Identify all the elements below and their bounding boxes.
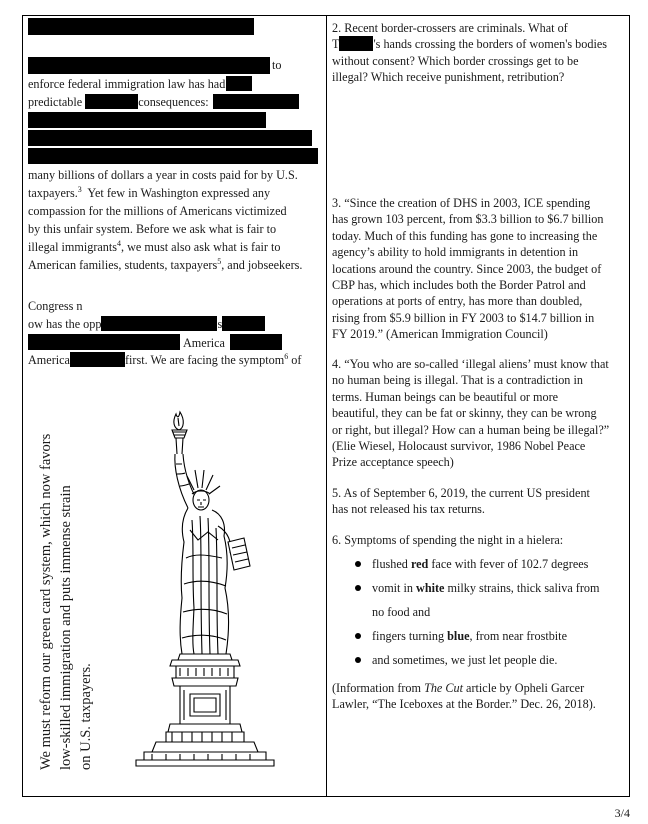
list-item-continuation: no food and xyxy=(372,605,431,619)
list-item: flushed red face with fever of 102.7 degrees xyxy=(332,552,624,576)
bullet-icon xyxy=(355,585,361,591)
footnote-4 xyxy=(332,356,624,471)
redaction-bar xyxy=(85,94,138,109)
bullet-icon xyxy=(355,657,361,663)
redaction-bar xyxy=(28,130,312,146)
footnote-line: locations around the country. Since 2003, the budget of xyxy=(332,261,602,276)
footnote-3 xyxy=(332,195,624,343)
list-item: fingers turning blue, from near frostbite xyxy=(332,624,624,648)
column-divider xyxy=(326,15,327,797)
footnote-line: 2. Recent border-crossers are criminals. What of xyxy=(332,21,568,35)
footnote-line: 6. Symptoms of spending the night in a hielera: xyxy=(332,533,564,547)
footnote-line: or right, but illegal? How can a human being be illegal?” xyxy=(332,422,610,437)
footnote-line: rising from $5.9 billion in FY 2003 to $14.7 billion in xyxy=(332,310,595,325)
caption-line: on U.S. taxpayers. xyxy=(78,663,94,770)
redaction-bar xyxy=(28,18,254,35)
redaction-bar xyxy=(213,94,299,109)
redaction-bar xyxy=(28,148,318,164)
citation-line: Lawler, “The Iceboxes at the Border.” Dec. 26, 2018). xyxy=(332,697,596,712)
footnote-line: beautiful, they can be fat or skinny, they can be wrong xyxy=(332,406,597,421)
bullet-icon xyxy=(355,561,361,567)
paragraph-line: by this unfair system. Before we ask what is fair to xyxy=(28,222,277,236)
footnote-2 xyxy=(332,20,624,86)
paragraph-line: American families, students, taxpayers$^5$, and jobseekers. xyxy=(28,256,303,272)
list-item: vomit in white milky strains, thick saliva from xyxy=(332,576,624,600)
footnote-line: agency’s ability to hold immigrants in detention in xyxy=(332,245,579,260)
footnote-line: 4. “You who are so-called ‘illegal aliens’ must know that xyxy=(332,357,609,371)
footnote-line: terms. Human beings can be beautiful or more xyxy=(332,389,559,404)
redaction-bar xyxy=(70,352,125,367)
america-first-line: America first. We are facing the symptom$^6$ of xyxy=(28,351,302,367)
paragraph-line: taxpayers.$^3$ Yet few in Washington expressed any xyxy=(28,184,271,200)
footnote-line: illegal? Which receive punishment, retribution? xyxy=(332,70,565,85)
intro-line-3: predictable consequences: xyxy=(28,94,320,110)
footnote-line: FY 2019.” (American Immigration Council) xyxy=(332,327,548,342)
footnote-line: without consent? Which border crossings get to be xyxy=(332,53,579,68)
footnote-line: T 's hands crossing the borders of women's bodies xyxy=(332,37,608,52)
paragraph-line: many billions of dollars a year in costs paid for by U.S. xyxy=(28,168,298,182)
congress-line-2: ow has the opp s xyxy=(28,316,320,332)
bullet-icon xyxy=(355,633,361,639)
redaction-bar xyxy=(28,334,180,350)
page-number: 3/4 xyxy=(614,806,630,820)
footnote-line: has grown 103 percent, from $3.3 billion to $6.7 billion xyxy=(332,212,604,227)
congress-line-1: Congress n xyxy=(28,299,83,313)
symptoms-list xyxy=(332,552,624,672)
redaction-bar xyxy=(101,316,217,331)
citation-line: (Information from The Cut article by Opheli Garcer xyxy=(332,681,585,695)
caption-line: We must reform our green card system, which now favors xyxy=(38,433,54,770)
footnote-line: CBP has, which includes both the Border Patrol and xyxy=(332,278,586,293)
footnote-line: Prize acceptance speech) xyxy=(332,455,454,470)
footnote-line: has not released his tax returns. xyxy=(332,502,485,517)
caption-line: low-skilled immigration and puts immense strain xyxy=(58,485,74,770)
footnote-line: 5. As of September 6, 2019, the current US president xyxy=(332,486,590,500)
america-word: America xyxy=(183,336,225,350)
redaction-bar xyxy=(339,36,373,51)
rotated-caption xyxy=(36,370,106,770)
redaction-bar xyxy=(28,57,270,74)
footnote-line: no human being is illegal. That is a contradiction in xyxy=(332,373,583,388)
intro-line-1: to xyxy=(272,58,282,72)
redaction-bar xyxy=(222,316,265,331)
footnote-line: operations at ports of entry, has more than doubled, xyxy=(332,294,583,309)
redaction-bar xyxy=(226,76,252,91)
paragraph-line: illegal immigrants$^4$, we must also ask what is fair to xyxy=(28,238,281,254)
redaction-bar xyxy=(28,112,266,128)
citation xyxy=(332,680,624,713)
footnote-5 xyxy=(332,485,624,518)
footnote-line: 3. “Since the creation of DHS in 2003, ICE spending xyxy=(332,196,591,210)
paragraph-line: compassion for the millions of Americans victimized xyxy=(28,204,287,218)
statue-of-liberty-illustration xyxy=(132,408,282,770)
intro-line-2: enforce federal immigration law has had xyxy=(28,76,320,92)
footnote-line: (Elie Wiesel, Holocaust survivor, 1986 Nobel Peace xyxy=(332,439,586,454)
footnote-6-title xyxy=(332,532,624,548)
redaction-bar xyxy=(230,334,282,350)
footnote-line: today. Much of this funding has gone to increasing the xyxy=(332,228,598,243)
list-item: and sometimes, we just let people die. xyxy=(332,648,624,672)
